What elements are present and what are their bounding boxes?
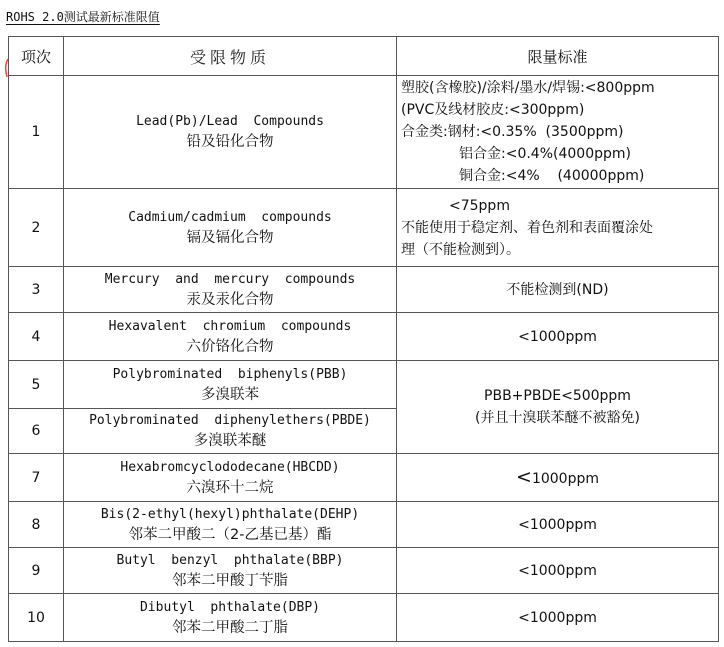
row-number: 8 [9, 502, 64, 548]
substance-cell [64, 548, 397, 594]
limit-cell: <1000ppm [397, 594, 719, 642]
header-substance: 受限物质 [64, 37, 397, 76]
substance-en: Bis(2-ethyl(hexyl)phthalate(DEHP) [100, 506, 360, 522]
limit-line: (并且十溴联苯醚不被豁免) [475, 410, 640, 426]
limit-line: (PVC及线材胶皮:<300ppm) [401, 102, 585, 118]
limit-cell: <1000ppm [397, 548, 719, 594]
substance-cn: 铅及铅化合物 [186, 134, 274, 150]
limit-less-than: < [516, 465, 532, 488]
substance-en: Hexabromcyclododecane(HBCDD) [120, 459, 340, 475]
substance-cn: 多溴联苯 [201, 386, 259, 403]
limit-line: PBB+PBDE<500ppm [484, 388, 631, 404]
substance-en: Polybrominated biphenyls(PBB) [112, 366, 348, 382]
substance-cn: 汞及汞化合物 [186, 291, 274, 308]
substance-cell [64, 454, 397, 502]
substance-cn: 邻苯二甲酸丁苄脂 [172, 572, 288, 589]
substance-cell [64, 313, 397, 361]
substance-cell [64, 267, 397, 313]
limit-cell [397, 76, 719, 189]
substance-en: Dibutyl phthalate(DBP) [139, 599, 320, 615]
table-row [9, 267, 719, 313]
substance-en: Cadmium/cadmium compounds [128, 209, 332, 225]
substance-en: Mercury and mercury compounds [104, 271, 356, 287]
table-row [9, 594, 719, 642]
substance-cell [64, 594, 397, 642]
substance-en: Butyl benzyl phthalate(BBP) [116, 552, 344, 568]
substance-cell [64, 502, 397, 548]
substance-cn: 邻苯二甲酸二（2-乙基已基）酯 [128, 526, 332, 543]
table-row [9, 548, 719, 594]
limit-cell [397, 454, 719, 502]
header-no: 项次 [9, 37, 64, 76]
row-number: 9 [9, 548, 64, 594]
limit-line: 塑胶(含橡胶)/涂料/墨水/焊锡:<800ppm [401, 80, 655, 96]
table-row [9, 76, 719, 189]
limit-line: 合金类:钢材:<0.35% (3500ppm) [401, 124, 624, 140]
substance-en: Hexavalent chromium compounds [108, 318, 352, 334]
substance-cn: 多溴联苯醚 [193, 433, 267, 449]
substance-cell [64, 409, 397, 454]
row-number: 2 [9, 189, 64, 267]
row-number: 10 [9, 594, 64, 642]
substance-cell [64, 76, 397, 189]
rohs-limits-table [8, 36, 719, 642]
substance-cell [64, 189, 397, 267]
row-number: 5 [9, 361, 64, 409]
substance-cn: 六溴环十二烷 [186, 479, 274, 496]
limit-line: 铝合金:<0.4%(4000ppm) [459, 146, 631, 162]
limit-cell: <1000ppm [397, 502, 719, 548]
limit-cell: <1000ppm [397, 313, 719, 361]
limit-cell-merged [397, 361, 719, 454]
substance-en: Polybrominated diphenylethers(PBDE) [89, 413, 371, 428]
table-row [9, 502, 719, 548]
row-number: 6 [9, 409, 64, 454]
substance-cn: 六价铬化合物 [186, 338, 274, 355]
limit-line: 不能使用于稳定剂、着色剂和表面覆涂处 [401, 219, 653, 236]
table-row [9, 189, 719, 267]
substance-cn: 镉及镉化合物 [186, 229, 274, 246]
table-row [9, 361, 719, 409]
limit-line: 铜合金:<4% (40000ppm) [459, 168, 645, 184]
table-row [9, 454, 719, 502]
substance-en: Lead(Pb)/Lead Compounds [136, 114, 324, 129]
row-number: 7 [9, 454, 64, 502]
substance-cn: 邻苯二甲酸二丁脂 [172, 619, 288, 636]
header-limit: 限量标准 [397, 37, 719, 76]
limit-line: 理（不能检测到）。 [401, 241, 520, 258]
row-number: 1 [9, 76, 64, 189]
limit-value: 1000ppm [531, 470, 599, 487]
limit-cell: 不能检测到(ND) [397, 267, 719, 313]
table-header-row [9, 37, 719, 76]
substance-cell [64, 361, 397, 409]
page-title: ROHS 2.0测试最新标准限值 [6, 10, 160, 24]
limit-cell [397, 189, 719, 267]
row-number: 4 [9, 313, 64, 361]
table-row [9, 313, 719, 361]
limit-line: <75ppm [449, 197, 510, 214]
row-number: 3 [9, 267, 64, 313]
